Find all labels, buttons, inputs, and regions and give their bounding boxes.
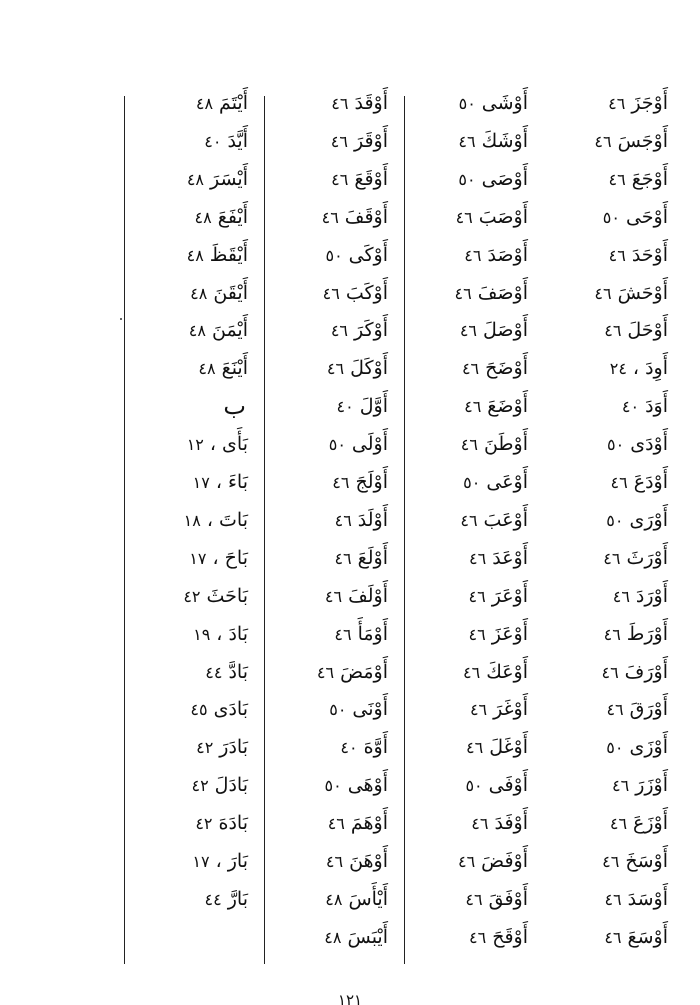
- entry-word: أَوْهَنَ: [349, 850, 388, 872]
- index-entry: [331, 315, 388, 345]
- index-entry: [464, 391, 528, 421]
- index-entry: [334, 619, 388, 649]
- index-entry: [603, 202, 668, 232]
- entry-word: أَوْطَنَ: [483, 433, 528, 456]
- entry-word: أَوْغَرَ: [493, 698, 528, 721]
- index-entry: [611, 467, 668, 497]
- entry-page-ref: ٤٢: [191, 776, 209, 796]
- entry-word: أَوْحَشَ: [617, 281, 668, 304]
- index-entry: [326, 846, 388, 876]
- index-entry: [191, 770, 248, 800]
- entry-page-ref: ٤٨: [188, 321, 206, 341]
- index-entry: [325, 770, 389, 800]
- entry-page-ref: ٤٦: [604, 321, 622, 341]
- index-entry: [622, 391, 668, 421]
- entry-page-ref: ٤٦: [330, 321, 349, 341]
- index-entry: [195, 202, 248, 232]
- index-entry: [187, 164, 248, 194]
- entry-page-ref: ٤٦: [603, 624, 621, 644]
- index-entry: [331, 88, 388, 118]
- entry-page-ref: ٤٦: [327, 814, 345, 834]
- index-column-2: [400, 88, 540, 968]
- index-entry: [604, 619, 668, 649]
- entry-word: أَوْزَعَ: [633, 812, 668, 835]
- entry-page-ref: ٤٦: [459, 321, 478, 341]
- entry-page-ref: ٤٦: [604, 889, 622, 909]
- entry-page-ref: ٤٦: [466, 738, 484, 758]
- entry-word: أَوْلَى: [351, 433, 388, 456]
- entry-page-ref: ٤٢: [196, 738, 214, 758]
- entry-word: أَوْصَدَ: [487, 243, 528, 266]
- index-entry: [463, 467, 528, 497]
- entry-word: أَوْصَبَ: [478, 205, 528, 228]
- index-entry: [187, 240, 248, 270]
- index-entry: [606, 732, 668, 762]
- index-entry: [205, 657, 248, 687]
- entry-word: أَوْقَحَ: [492, 925, 528, 948]
- entry-word: أَوْقَرَ: [353, 129, 388, 152]
- entry-page-ref: ٤٦: [612, 586, 630, 606]
- entry-word: أَوْحَدَ: [631, 243, 668, 266]
- entry-page-ref: ٤٨: [324, 927, 342, 947]
- entry-word: أَيْتَمَ: [219, 92, 248, 114]
- entry-word: أَوْرَقَ: [629, 698, 668, 721]
- index-entry: [606, 694, 668, 724]
- index-entry: [458, 126, 528, 156]
- entry-page-ref: ٤٨: [325, 889, 343, 909]
- entry-page-ref: ٤٦: [469, 927, 487, 947]
- entry-page-ref: ٤٦: [469, 548, 487, 568]
- entry-page-ref: ٤٦: [330, 131, 348, 151]
- entry-page-ref: ٤٦: [464, 245, 482, 265]
- entry-word: أَوِدَ ،: [632, 357, 668, 380]
- entry-page-ref: ٥٠: [606, 738, 624, 758]
- entry-word: بَاحَ ،: [212, 546, 248, 569]
- entry-word: أَوْقَفَ: [344, 205, 388, 228]
- entry-word: أَوْكَى: [348, 243, 388, 266]
- entry-word: أَوْسَخَ: [625, 850, 668, 872]
- entry-page-ref: ٤٦: [471, 814, 489, 834]
- index-entry: [205, 884, 248, 914]
- entry-page-ref: ٤٦: [602, 852, 620, 871]
- entry-page-ref: ٤٦: [457, 852, 476, 871]
- entry-page-ref: ٤٠: [621, 397, 640, 417]
- entry-word: أَوْسَعَ: [627, 925, 668, 948]
- index-entry: [613, 581, 668, 611]
- entry-page-ref: ٤٦: [468, 586, 486, 606]
- entry-page-ref: ٤٦: [334, 624, 352, 644]
- entry-word: أَوْفَى: [488, 774, 528, 797]
- index-entry: [462, 353, 528, 383]
- index-entry: [331, 126, 388, 156]
- entry-page-ref: ٤٤: [204, 889, 222, 909]
- entry-word: أَوْزَى: [629, 736, 668, 759]
- entry-page-ref: ٤٦: [603, 548, 621, 568]
- index-entry: [196, 88, 248, 118]
- entry-page-ref: ٤٨: [198, 359, 216, 379]
- index-entry: [608, 88, 668, 118]
- entry-word: أَوَّهَ: [363, 736, 388, 759]
- entry-page-ref: ٤٦: [455, 207, 473, 227]
- entry-page-ref: ٤٦: [594, 131, 612, 151]
- entry-word: أَيْقَنَ: [213, 281, 248, 304]
- entry-word: بَادَّ: [228, 660, 248, 683]
- entry-page-ref: ٤٦: [326, 359, 345, 379]
- entry-word: أَوْرَطَ: [626, 622, 668, 645]
- index-entry: [458, 164, 528, 194]
- entry-word: أَوْرَدَ: [635, 584, 668, 607]
- entry-page-ref: ٤٦: [608, 169, 626, 189]
- index-entry: [193, 467, 248, 497]
- entry-word: أَيْمَنَ: [211, 319, 248, 342]
- index-entry: [192, 846, 248, 876]
- entry-word: أَوَدَ: [645, 395, 668, 418]
- entry-page-ref: ١٩: [193, 624, 211, 644]
- entry-word: أَوْحَى: [625, 205, 668, 228]
- entry-page-ref: ١٧: [189, 548, 207, 568]
- entry-page-ref: ٥٠: [329, 700, 347, 720]
- entry-word: أَوْصَلَ: [483, 319, 528, 342]
- index-entry: [204, 126, 248, 156]
- index-entry: [466, 732, 528, 762]
- index-entry: [456, 202, 528, 232]
- entry-page-ref: ٤٢: [183, 586, 201, 606]
- index-entry: [329, 694, 388, 724]
- entry-page-ref: ٥٠: [458, 169, 476, 189]
- entry-page-ref: ٤٦: [461, 359, 480, 379]
- index-entry: [594, 278, 668, 308]
- entry-page-ref: ٤٦: [465, 889, 483, 909]
- entry-word: أَوْجَسَ: [617, 129, 668, 152]
- entry-page-ref: ٤٠: [336, 397, 354, 417]
- index-columns: [120, 88, 680, 988]
- entry-page-ref: ٤٦: [463, 662, 481, 682]
- index-entry: [325, 581, 388, 611]
- index-entry: [334, 543, 388, 573]
- entry-word: بَاتَ ،: [206, 508, 248, 531]
- entry-word: أَوْرَثَ: [626, 546, 668, 569]
- index-entry: [325, 240, 388, 270]
- entry-word: أَوْغَلَ: [489, 736, 528, 759]
- entry-page-ref: ٤٦: [608, 245, 626, 265]
- entry-word: بَادَهَ: [218, 812, 248, 835]
- entry-word: أَوْمَأَ: [357, 622, 388, 645]
- entry-page-ref: ٤٦: [610, 473, 628, 492]
- entry-word: أَوْمَضَ: [340, 660, 388, 683]
- entry-page-ref: ١٧: [192, 473, 210, 492]
- entry-page-ref: ٤٦: [316, 662, 335, 682]
- entry-word: أَوْحَلَ: [627, 319, 668, 342]
- entry-word: أَوْعَكَ: [486, 660, 528, 683]
- entry-page-ref: ٤٦: [334, 548, 352, 568]
- entry-page-ref: ٤٨: [186, 169, 204, 189]
- index-entry: [607, 429, 668, 459]
- entry-page-ref: ٤٦: [321, 207, 339, 227]
- index-entry: [189, 315, 248, 345]
- page-number: ١٢١: [337, 994, 363, 1005]
- entry-word: بَارَ ،: [215, 850, 248, 872]
- entry-word: أَوْشَكَ: [481, 129, 528, 152]
- index-entry: [329, 429, 388, 459]
- index-entry: [337, 391, 388, 421]
- entry-word: أَوْقَدَ: [354, 92, 388, 114]
- entry-page-ref: ٤٦: [322, 283, 340, 303]
- index-entry: [609, 164, 669, 194]
- entry-word: أَوْرَفَ: [624, 660, 668, 683]
- entry-word: أَوَّلَ: [359, 395, 388, 418]
- entry-word: أَيْبَسَ: [347, 925, 388, 948]
- entry-word: أَوْدَى: [630, 433, 668, 456]
- index-entry: [189, 543, 248, 573]
- index-entry: [604, 315, 668, 345]
- entry-page-ref: ٥٠: [465, 776, 483, 796]
- entry-page-ref: ٤٤: [205, 662, 223, 682]
- entry-page-ref: ٤٦: [331, 94, 349, 113]
- entry-page-ref: ٤٦: [609, 814, 628, 834]
- index-entry: [465, 770, 528, 800]
- entry-word: أَيْنَعَ: [221, 357, 248, 380]
- entry-word: أَيْأَسَ: [348, 887, 388, 910]
- entry-page-ref: ٥٠: [607, 435, 625, 455]
- index-entry: [190, 278, 248, 308]
- index-entry: [469, 581, 528, 611]
- entry-page-ref: ٤٦: [334, 510, 352, 530]
- index-entry: [187, 429, 248, 459]
- entry-page-ref: ٤٦: [612, 776, 630, 796]
- index-entry: [460, 315, 528, 345]
- entry-page-ref: ٥٠: [325, 245, 343, 265]
- entry-word: أَوْلَجَ: [355, 471, 388, 493]
- entry-word: أَوْعَبَ: [483, 508, 528, 531]
- section-letter: ب: [223, 392, 246, 421]
- index-entry: [601, 657, 668, 687]
- index-column-1: [540, 88, 680, 968]
- index-entry: [458, 846, 528, 876]
- entry-page-ref: ٤٨: [195, 94, 214, 113]
- entry-word: أَوْضَحَ: [485, 357, 528, 380]
- index-entry: [331, 164, 388, 194]
- index-entry: [335, 505, 388, 535]
- entry-word: أَوْعَرَ: [491, 584, 528, 607]
- entry-page-ref: ٤٦: [332, 473, 350, 492]
- entry-page-ref: ٤٨: [190, 283, 208, 303]
- entry-word: أَيْقَظَ: [209, 243, 248, 266]
- index-entry: [459, 88, 528, 118]
- entry-word: أَوْعَى: [486, 471, 528, 493]
- index-entry: [183, 581, 248, 611]
- entry-page-ref: ٤٨: [186, 245, 204, 265]
- entry-word: أَوْفَدَ: [494, 812, 528, 835]
- entry-word: أَوْهَى: [347, 774, 388, 797]
- entry-word: أَوْفَضَ: [481, 850, 528, 872]
- index-entry: [610, 353, 668, 383]
- entry-page-ref: ٤٦: [324, 586, 343, 606]
- entry-page-ref: ٢٤: [609, 359, 627, 379]
- entry-word: أَوْفَقَ: [488, 887, 528, 910]
- entry-page-ref: ٤٦: [464, 397, 482, 417]
- index-entry: [604, 922, 668, 952]
- index-entry: [604, 884, 668, 914]
- entry-page-ref: ١٢: [186, 435, 204, 455]
- entry-page-ref: ١٨: [183, 510, 201, 530]
- entry-word: أَوْزَرَ: [635, 774, 668, 797]
- index-entry: [469, 543, 528, 573]
- index-entry: [602, 846, 668, 876]
- index-entry: [463, 657, 528, 687]
- entry-page-ref: ٤٦: [606, 700, 624, 720]
- index-column-4: [120, 88, 260, 968]
- index-entry: [469, 619, 528, 649]
- entry-page-ref: ٤٦: [458, 131, 476, 151]
- index-entry: [193, 619, 248, 649]
- entry-page-ref: ٤٦: [454, 283, 472, 303]
- entry-word: أَوْكَرَ: [354, 319, 388, 342]
- index-entry: [460, 505, 528, 535]
- entry-word: أَوْصَفَ: [477, 281, 528, 304]
- index-entry: [328, 808, 388, 838]
- index-entry: [465, 884, 528, 914]
- index-entry: [606, 505, 668, 535]
- entry-word: أَوْلَدَ: [357, 508, 388, 531]
- index-entry: [609, 240, 668, 270]
- entry-page-ref: ٥٠: [328, 435, 346, 455]
- entry-word: بَادَ ،: [216, 622, 248, 645]
- entry-page-ref: ٤٦: [601, 662, 619, 682]
- entry-page-ref: ٤٦: [469, 700, 488, 720]
- index-entry: [471, 808, 528, 838]
- entry-word: بَاحَثَ: [206, 584, 248, 607]
- entry-word: أَوْعَزَ: [491, 622, 528, 645]
- entry-word: أَوْجَزَ: [631, 92, 668, 114]
- index-entry: [322, 202, 388, 232]
- entry-word: أَوْهَمَ: [350, 812, 388, 835]
- entry-word: أَوْعَدَ: [492, 546, 528, 569]
- entry-word: أَوْكَلَ: [350, 357, 388, 380]
- index-entry: [323, 278, 388, 308]
- entry-word: أَوْرَى: [629, 508, 668, 531]
- index-entry: [317, 657, 388, 687]
- entry-page-ref: ٥٠: [463, 473, 481, 492]
- entry-page-ref: ٤٦: [331, 169, 349, 189]
- index-entry: [612, 770, 668, 800]
- index-entry: [332, 467, 388, 497]
- index-entry: [198, 353, 248, 383]
- entry-page-ref: ٤٥: [190, 700, 208, 720]
- entry-word: أَوْشَى: [481, 92, 528, 114]
- entry-page-ref: ٤٠: [204, 131, 222, 151]
- index-entry: [340, 732, 388, 762]
- index-entry: [184, 505, 248, 535]
- index-entry: [190, 694, 248, 724]
- index-entry: [195, 808, 248, 838]
- index-entry: [196, 732, 248, 762]
- entry-word: بَادَى: [213, 698, 248, 721]
- entry-page-ref: ١٧: [192, 852, 210, 871]
- entry-page-ref: ٤٢: [195, 814, 213, 834]
- entry-page-ref: ٤٦: [594, 283, 612, 303]
- index-entry: [464, 240, 528, 270]
- index-column-3: [260, 88, 400, 968]
- index-entry: [455, 278, 528, 308]
- entry-word: أَيْسَرَ: [210, 167, 248, 190]
- index-entry: [594, 126, 668, 156]
- entry-word: أَوْدَعَ: [633, 471, 668, 493]
- index-entry: [327, 353, 388, 383]
- entry-page-ref: ٤٦: [325, 852, 344, 871]
- entry-page-ref: ٤٦: [468, 624, 486, 644]
- index-entry: [610, 808, 668, 838]
- entry-word: أَوْقَعَ: [354, 167, 388, 190]
- entry-page-ref: ٥٠: [606, 510, 624, 530]
- entry-word: أَيْفَعَ: [217, 205, 248, 228]
- entry-word: أَوْجَعَ: [631, 167, 668, 190]
- entry-word: أَوْكَبَ: [345, 281, 388, 304]
- entry-word: بَادَرَ: [219, 736, 248, 759]
- entry-word: بَاءَ ،: [215, 471, 248, 493]
- entry-word: بَادَلَ: [214, 774, 248, 797]
- entry-word: أَوْلَعَ: [357, 546, 388, 569]
- entry-page-ref: ٥٠: [602, 207, 620, 227]
- entry-word: أَوْضَعَ: [487, 395, 528, 418]
- entry-word: بَأَى ،: [209, 433, 248, 456]
- entry-page-ref: ٤٦: [604, 927, 622, 947]
- entry-word: أَوْنَى: [352, 698, 388, 721]
- index-entry: [324, 922, 388, 952]
- entry-word: أَوْسَدَ: [627, 887, 668, 910]
- entry-page-ref: ٤٦: [608, 94, 626, 113]
- entry-word: أَيَّدَ: [227, 129, 248, 152]
- entry-page-ref: ٥٠: [324, 776, 342, 796]
- entry-page-ref: ٤٦: [460, 510, 478, 530]
- entry-word: أَوْلَفَ: [348, 584, 388, 607]
- index-entry: [469, 922, 528, 952]
- index-entry: [603, 543, 668, 573]
- entry-page-ref: ٥٠: [458, 94, 476, 113]
- entry-page-ref: ٤٦: [460, 435, 478, 455]
- entry-word: أَوْصَى: [481, 167, 528, 190]
- entry-page-ref: ٤٠: [340, 738, 358, 758]
- index-entry: [325, 884, 388, 914]
- index-entry: [470, 694, 528, 724]
- entry-page-ref: ٤٨: [194, 207, 212, 227]
- entry-word: بَارَّ: [227, 887, 248, 910]
- index-entry: [461, 429, 528, 459]
